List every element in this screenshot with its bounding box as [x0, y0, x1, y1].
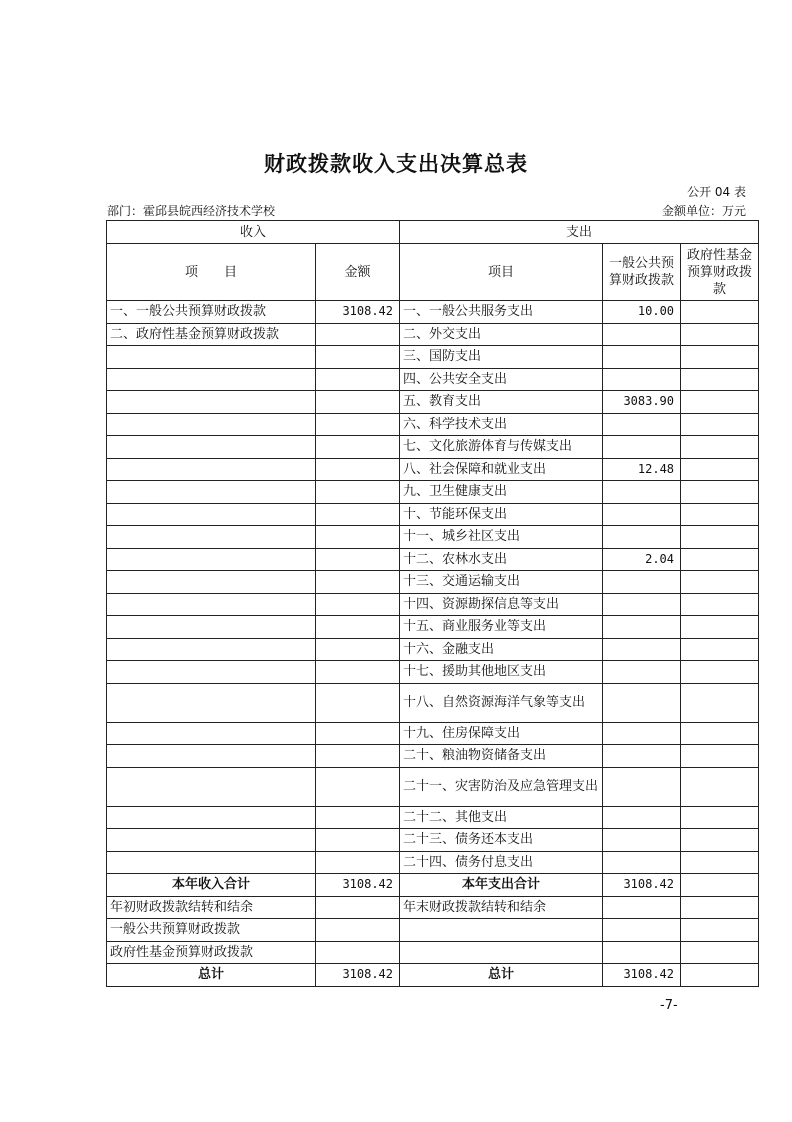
expense-general-budget — [603, 683, 681, 722]
balance-general-out — [400, 919, 603, 942]
expense-gov-fund — [681, 806, 759, 829]
income-item — [107, 481, 316, 504]
income-amount — [316, 436, 400, 459]
expense-general-budget — [603, 829, 681, 852]
grand-total-out-fund — [681, 964, 759, 987]
expense-general-budget — [603, 323, 681, 346]
income-amount — [316, 323, 400, 346]
expense-general-budget — [603, 616, 681, 639]
expense-general-budget: 2.04 — [603, 548, 681, 571]
expense-item: 一、一般公共服务支出 — [400, 301, 603, 324]
expense-item: 十九、住房保障支出 — [400, 722, 603, 745]
table-row — [107, 346, 759, 369]
expense-gov-fund — [681, 767, 759, 806]
table-row — [107, 368, 759, 391]
income-item — [107, 346, 316, 369]
expense-item: 八、社会保障和就业支出 — [400, 458, 603, 481]
income-item — [107, 722, 316, 745]
income-item — [107, 436, 316, 459]
expense-general-budget — [603, 745, 681, 768]
income-item — [107, 806, 316, 829]
expense-item: 七、文化旅游体育与传媒支出 — [400, 436, 603, 459]
income-amount — [316, 661, 400, 684]
expense-gov-fund — [681, 526, 759, 549]
income-amount — [316, 346, 400, 369]
expense-item: 十、节能环保支出 — [400, 503, 603, 526]
table-row — [107, 722, 759, 745]
grand-total-row — [107, 964, 759, 987]
expense-item: 二十一、灾害防治及应急管理支出 — [400, 767, 603, 806]
end-balance-label: 年末财政拨款结转和结余 — [400, 896, 603, 919]
table-row — [107, 413, 759, 436]
form-code: 公开 04 表 — [687, 185, 746, 199]
expense-item: 九、卫生健康支出 — [400, 481, 603, 504]
expense-general-budget: 3083.90 — [603, 391, 681, 414]
expense-gov-fund — [681, 458, 759, 481]
income-item — [107, 745, 316, 768]
balance-general-out-gen — [603, 919, 681, 942]
expense-item: 三、国防支出 — [400, 346, 603, 369]
income-item — [107, 638, 316, 661]
balance-fund-out-gen — [603, 941, 681, 964]
expense-general-budget — [603, 503, 681, 526]
income-item — [107, 548, 316, 571]
expense-gov-fund — [681, 571, 759, 594]
table-row — [107, 503, 759, 526]
expense-gov-fund — [681, 593, 759, 616]
table-row — [107, 661, 759, 684]
header-gov-fund: 政府性基金预算财政拨款 — [681, 244, 759, 301]
table-row — [107, 806, 759, 829]
expense-general-budget — [603, 851, 681, 874]
table-row — [107, 436, 759, 459]
income-amount — [316, 548, 400, 571]
expense-gov-fund — [681, 391, 759, 414]
table-row — [107, 829, 759, 852]
income-amount — [316, 458, 400, 481]
expense-item: 十六、金融支出 — [400, 638, 603, 661]
expense-item: 二十、粮油物资储备支出 — [400, 745, 603, 768]
header-income-amount: 金额 — [316, 244, 400, 301]
expense-total-label: 本年支出合计 — [400, 874, 603, 897]
expense-general-budget — [603, 526, 681, 549]
income-amount — [316, 571, 400, 594]
income-amount — [316, 593, 400, 616]
expense-general-budget — [603, 413, 681, 436]
balance-general-label: 一般公共预算财政拨款 — [107, 919, 316, 942]
income-item — [107, 503, 316, 526]
page-number: -7- — [660, 998, 678, 1013]
expense-gov-fund — [681, 745, 759, 768]
expense-general-budget — [603, 638, 681, 661]
expense-gov-fund — [681, 851, 759, 874]
income-amount: 3108.42 — [316, 301, 400, 324]
department-label: 部门：霍邱县皖西经济技术学校 — [107, 204, 276, 218]
expense-general-budget — [603, 806, 681, 829]
balance-fund-row — [107, 941, 759, 964]
begin-balance-value — [316, 896, 400, 919]
table-row — [107, 745, 759, 768]
expense-gov-fund — [681, 829, 759, 852]
table-row — [107, 593, 759, 616]
expense-item: 十三、交通运输支出 — [400, 571, 603, 594]
expense-gov-fund — [681, 683, 759, 722]
income-amount — [316, 526, 400, 549]
income-item — [107, 661, 316, 684]
table-row — [107, 571, 759, 594]
expense-general-budget — [603, 767, 681, 806]
expense-item: 六、科学技术支出 — [400, 413, 603, 436]
income-amount — [316, 368, 400, 391]
expense-item: 二十三、债务还本支出 — [400, 829, 603, 852]
balance-fund-label: 政府性基金预算财政拨款 — [107, 941, 316, 964]
expense-general-budget — [603, 661, 681, 684]
income-item — [107, 391, 316, 414]
table-row — [107, 391, 759, 414]
table-row — [107, 548, 759, 571]
table-row — [107, 301, 759, 324]
expense-item: 二十二、其他支出 — [400, 806, 603, 829]
table-row — [107, 683, 759, 722]
begin-balance-label: 年初财政拨款结转和结余 — [107, 896, 316, 919]
header-row-columns — [107, 244, 759, 301]
end-balance-fund — [681, 896, 759, 919]
budget-table — [106, 220, 759, 987]
expense-gov-fund — [681, 661, 759, 684]
income-item — [107, 458, 316, 481]
income-amount — [316, 851, 400, 874]
income-item — [107, 767, 316, 806]
balance-general-out-fund — [681, 919, 759, 942]
income-total-label: 本年收入合计 — [107, 874, 316, 897]
expense-gov-fund — [681, 503, 759, 526]
expense-general-budget — [603, 571, 681, 594]
income-amount — [316, 829, 400, 852]
income-item: 二、政府性基金预算财政拨款 — [107, 323, 316, 346]
balance-fund-out — [400, 941, 603, 964]
expense-gov-fund — [681, 368, 759, 391]
expense-gov-fund — [681, 638, 759, 661]
table-row — [107, 767, 759, 806]
table-row — [107, 458, 759, 481]
income-item — [107, 368, 316, 391]
income-amount — [316, 767, 400, 806]
expense-general-budget — [603, 346, 681, 369]
expense-general-budget: 10.00 — [603, 301, 681, 324]
expense-item: 十二、农林水支出 — [400, 548, 603, 571]
income-item — [107, 413, 316, 436]
income-amount — [316, 391, 400, 414]
table-row — [107, 481, 759, 504]
expense-item: 二十四、债务付息支出 — [400, 851, 603, 874]
income-item — [107, 829, 316, 852]
income-amount — [316, 481, 400, 504]
expense-gov-fund — [681, 436, 759, 459]
table-row — [107, 851, 759, 874]
income-item — [107, 593, 316, 616]
income-item: 一、一般公共预算财政拨款 — [107, 301, 316, 324]
table-row — [107, 638, 759, 661]
table-row — [107, 526, 759, 549]
end-balance-general — [603, 896, 681, 919]
table-row — [107, 616, 759, 639]
income-amount — [316, 806, 400, 829]
balance-row — [107, 896, 759, 919]
expense-gov-fund — [681, 722, 759, 745]
page-title: 财政拨款收入支出决算总表 — [264, 152, 528, 176]
expense-item: 四、公共安全支出 — [400, 368, 603, 391]
expense-item: 十八、自然资源海洋气象等支出 — [400, 683, 603, 722]
grand-total-in-label: 总计 — [107, 964, 316, 987]
expense-general-budget — [603, 481, 681, 504]
expense-general-budget: 12.48 — [603, 458, 681, 481]
income-total-value: 3108.42 — [316, 874, 400, 897]
grand-total-out-value: 3108.42 — [603, 964, 681, 987]
table-row — [107, 323, 759, 346]
expense-total-fund — [681, 874, 759, 897]
expense-general-budget — [603, 368, 681, 391]
header-general-budget: 一般公共预算财政拨款 — [603, 244, 681, 301]
total-row — [107, 874, 759, 897]
header-expense-item: 项目 — [400, 244, 603, 301]
expense-gov-fund — [681, 301, 759, 324]
income-item — [107, 851, 316, 874]
income-amount — [316, 638, 400, 661]
expense-gov-fund — [681, 346, 759, 369]
expense-gov-fund — [681, 548, 759, 571]
income-item — [107, 526, 316, 549]
expense-total-value: 3108.42 — [603, 874, 681, 897]
expense-item: 十七、援助其他地区支出 — [400, 661, 603, 684]
income-amount — [316, 503, 400, 526]
income-amount — [316, 722, 400, 745]
unit-label: 金额单位：万元 — [661, 204, 746, 218]
header-income-item: 项 目 — [107, 244, 316, 301]
balance-general-row — [107, 919, 759, 942]
income-amount — [316, 745, 400, 768]
grand-total-in-value: 3108.42 — [316, 964, 400, 987]
expense-item: 五、教育支出 — [400, 391, 603, 414]
header-expense: 支出 — [400, 221, 759, 244]
income-amount — [316, 616, 400, 639]
balance-general-value — [316, 919, 400, 942]
expense-general-budget — [603, 722, 681, 745]
income-item — [107, 616, 316, 639]
header-income: 收入 — [107, 221, 400, 244]
expense-general-budget — [603, 436, 681, 459]
header-row-group — [107, 221, 759, 244]
expense-item: 十四、资源勘探信息等支出 — [400, 593, 603, 616]
expense-gov-fund — [681, 616, 759, 639]
expense-item: 十五、商业服务业等支出 — [400, 616, 603, 639]
income-amount — [316, 413, 400, 436]
expense-gov-fund — [681, 323, 759, 346]
grand-total-out-label: 总计 — [400, 964, 603, 987]
income-amount — [316, 683, 400, 722]
expense-item: 二、外交支出 — [400, 323, 603, 346]
income-item — [107, 683, 316, 722]
expense-gov-fund — [681, 481, 759, 504]
expense-gov-fund — [681, 413, 759, 436]
balance-fund-out-fund — [681, 941, 759, 964]
expense-general-budget — [603, 593, 681, 616]
expense-item: 十一、城乡社区支出 — [400, 526, 603, 549]
income-item — [107, 571, 316, 594]
balance-fund-value — [316, 941, 400, 964]
